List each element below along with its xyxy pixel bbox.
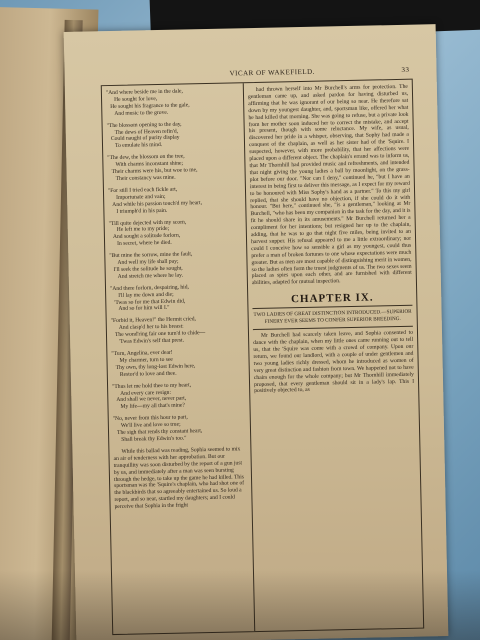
poem-line: My life—my all that's mine?	[120, 402, 185, 411]
poem-stanza	[113, 414, 246, 444]
poem-stanza	[112, 381, 245, 411]
poem-line: And clasp'd her to his breast:	[118, 323, 184, 332]
poem-line: And shall we never, never part,	[116, 395, 187, 404]
poem-line: "But mine the sorrow, mine the fault,	[109, 251, 193, 260]
poem-line: With charms inconstant shine;	[115, 160, 184, 169]
right-paragraph: had thrown herself into Mr Burchell's arms for protection. The gentleman came up, and asked pardon for having disturbed us, affirming that he was ignorant of our being so near. He therefore sat down by my youngest daughter, and, sportsman like, offered her what he had killed that morning. She was going to refuse, but a private look from her mother soon induced her to correct the mistake, and accept his present, though with some reluctance. My wife, as usual, discovered her pride in a whisper, observing, that Sophy had made a conquest of the chaplain, as well as her sister had of the 'Squire. I suspected, however, with more probability, that her affections were placed upon a different object. The chaplain's errand was to inform us, that Mr Thornhill had provided music and refreshments, and intended that night giving the young ladies a ball by moonlight, on the grass-plot before our door. "Nor can I deny," continued he, "but I have an interest in being first to deliver this message, as I expect for my reward to be honoured with Miss Sophy's hand as a partner." To this my girl replied, that she should have no objection, if she could do it with honour. "But here," continued she, "is a gentleman," looking at Mr Burchell, "who has been my companion in the task for the day, and it is fit he should share in its amusements." Mr Burchell returned her a compliment for her intentions; but resigned her up to the chaplain, adding, that he was to go that night five miles, being invited to an harvest supper. His refusal appeared to me a little extraordinary; nor could I conceive how so sensible a girl as my youngest, could thus prefer a man of broken fortunes to one whose expectations were much greater. But as men are most capable of distinguishing merit in women, so the ladies often form the truest judgments of us. The two sexes seem placed as spies upon each other, and are furnished with different abilities, adapted for mutual inspection.	[247, 83, 412, 287]
poem-line: And well my life shall pay;	[117, 258, 179, 266]
poem-line: "The blossom opening to the day,	[106, 121, 182, 129]
poem-stanza	[108, 185, 241, 215]
poem-line: The dews of Heaven refin'd,	[114, 128, 179, 136]
book-page	[64, 24, 449, 640]
poem-line: He sought for love,	[114, 95, 158, 103]
poem-line: "Till quite dejected with my scorn,	[108, 218, 187, 227]
poem-line: My charmer, turn to see	[119, 356, 173, 364]
poem-line: Thy own, thy long-lost Edwin here,	[115, 363, 196, 371]
bottom-shadow	[0, 570, 480, 640]
poem-stanza	[110, 283, 243, 313]
poem-line: 'Twas Edwin's self that prest.	[119, 337, 185, 345]
poem-line: "Thus let me hold thee to my heart,	[112, 381, 192, 390]
poem-line: And while his passion touch'd my heart,	[112, 199, 203, 208]
poem-line: "No, never from this hour to part,	[112, 414, 188, 423]
poem-line: He sought his fragrance to the gale,	[110, 102, 190, 110]
poem-line: I'll seek the solitude he sought,	[113, 265, 183, 273]
poem-line: And so for him will I."	[118, 305, 170, 313]
poem-line: "And there forlorn, despairing, hid,	[109, 284, 189, 292]
poem-line: I triumph'd in his pain.	[116, 207, 168, 215]
poem-line: Their constancy was mine.	[115, 174, 176, 182]
poem-line: "For still I tried each fickle art,	[107, 186, 178, 194]
poem-stanza	[109, 250, 242, 280]
page-number: 33	[401, 65, 410, 74]
poem-line: "And where beside me in the dale,	[105, 88, 183, 97]
poem-line: The sigh that rends thy constant heart,	[116, 428, 203, 436]
poem-line: And stretch me where he lay.	[117, 272, 184, 280]
poem-stanza	[107, 153, 240, 183]
left-column	[106, 87, 247, 515]
poem-line: I'll lay me down and die;	[118, 291, 174, 299]
poem-line: And every care resign:	[120, 389, 172, 397]
poem-line: To emulate his mind.	[114, 142, 163, 150]
poem-line: We'll live and love so true;	[120, 421, 181, 430]
poem-line: The wond'ring fair one turn'd to chide—	[114, 330, 206, 339]
poem-line: In secret, where he died.	[117, 239, 172, 248]
running-head: VICAR OF WAKEFIELD.	[229, 67, 316, 78]
chapter-heading: CHAPTER IX.	[290, 291, 374, 306]
poem-stanza	[111, 348, 244, 378]
poem-line: Restor'd to love and thee.	[119, 370, 177, 378]
poem-line: Their charms were his, but woe to me,	[111, 167, 198, 176]
poem-stanzas	[106, 87, 245, 444]
poem-line: "The dew, the blossom on the tree,	[107, 153, 185, 162]
chapter-paragraph: Mr Burchell had scarcely taken leave, and Sophia consented to dance with the chaplain, when my little ones came running out to tell us, that the 'Squire was come with a crowd of company. Upon our return, we found our landlord, with a couple of under gentlemen and two young ladies richly dressed, whom he introduced as women of very great distinction and fashion from town. We happened not to have chairs enough for the whole company; but Mr Thornhill immediately proposed, that every gentleman should sit in a lady's lap. This I positively objected to, as	[253, 329, 415, 395]
poem-line: He left me to my pride;	[116, 226, 170, 234]
poem-line: Shall break thy Edwin's too."	[121, 435, 187, 443]
poem-line: "Forbid it, Heaven!" the Hermit cried,	[110, 316, 196, 325]
text-frame	[101, 65, 424, 635]
poem-stanza	[109, 218, 242, 248]
poem-stanza	[111, 316, 244, 346]
poem-line: Could naught of purity display	[110, 134, 180, 143]
poem-line: 'Twas so for me that Edwin did,	[114, 298, 186, 306]
closing-paragraph: While this ballad was reading, Sophia seemed to mix an air of tenderness with her approbation. But our tranquillity was soon disturbed by the report of a gun just by us, and immediately after a man was seen bursting through the hedge, to take up the game he had killed. This sportsman was the 'Squire's chaplain, who had shot one of the blackbirds that so agreeably entertained us. So loud a report, and so near, startled my daughters; and I could perceive that Sophia in the fright	[113, 446, 245, 511]
poem-line: And sought a solitude forlorn,	[112, 232, 181, 241]
chapter-subtitle: TWO LADIES OF GREAT DISTINCTION INTRODUCED.—SUPERIOR FINERY EVER SEEMS TO CONFER SUPERIOR BREEDING.	[253, 308, 412, 325]
poem-stanza	[107, 120, 240, 150]
right-column	[248, 84, 415, 400]
poem-line: Importunate and vain;	[116, 193, 166, 201]
poem-stanza	[106, 87, 239, 117]
page-header	[101, 66, 411, 84]
poem-line: And music to the grove.	[114, 109, 169, 117]
poem-line: "Turn, Angelina, ever dear!	[111, 349, 173, 358]
